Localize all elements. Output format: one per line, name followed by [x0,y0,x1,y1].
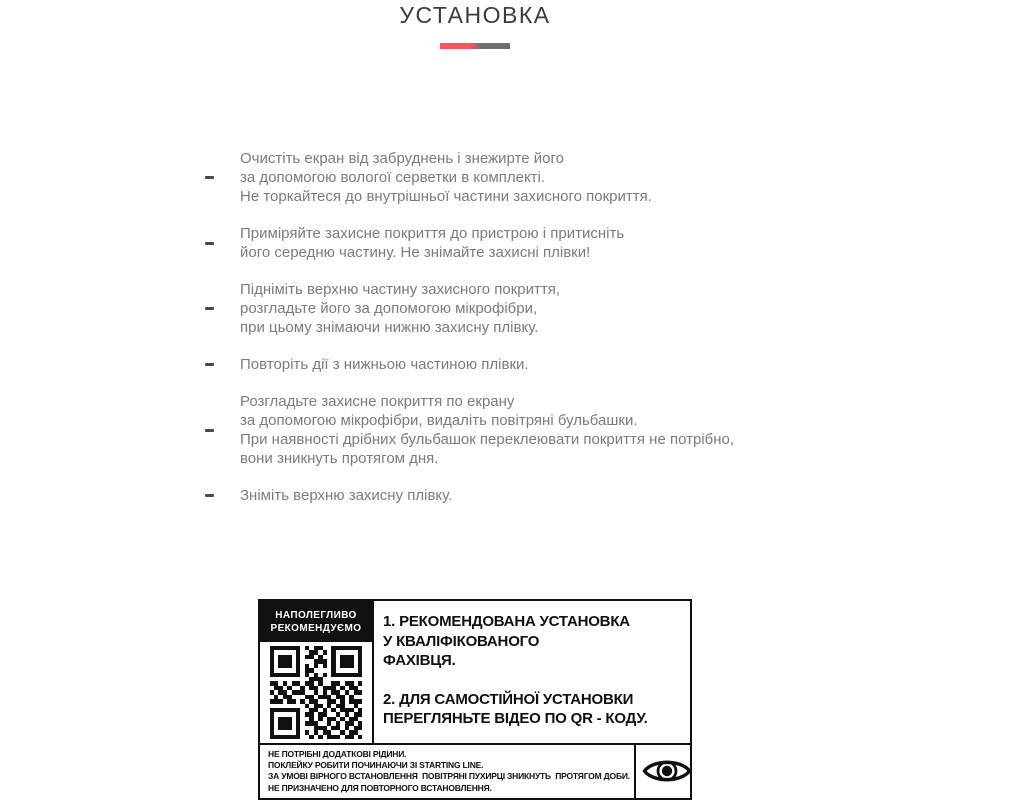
title-divider [440,43,510,49]
instruction-text: Повторіть дії з нижньою частиною плівки. [240,356,529,373]
strongly-recommend-badge [260,601,372,642]
recommendation-point: 1. РЕКОМЕНДОВАНА УСТАНОВКА У КВАЛІФІКОВАНОГО ФАХІВЦЯ. [383,613,630,669]
qr-column [260,601,374,743]
qr-code [270,646,363,739]
badge-line-2: РЕКОМЕНДУЄМО [270,623,362,634]
dash-bullet-icon [205,176,214,179]
instruction-item [205,355,950,374]
eye-icon [642,754,692,788]
eye-cell [634,745,698,798]
recommendation-point: 2. ДЛЯ САМОСТІЙНОЇ УСТАНОВКИ ПЕРЕГЛЯНЬТЕ ВІДЕО ПО QR - КОДУ. [383,690,648,727]
instruction-item [205,280,950,337]
recommendation-box-bottom [260,743,690,798]
dash-bullet-icon [205,363,214,366]
instruction-item [205,392,950,468]
instruction-text: Розгладьте захисне покриття по екрану за допомогою мікрофібри, видаліть повітряні бульбашки. При наявності дрібних бульбашок переклеювати покриття не потрібно, вони зникнуть протягом дня. [240,393,735,467]
instruction-text: Підніміть верхню частину захисного покриття, розгладьте його за допомогою мікрофібри, при цьому знімаючи нижню захисну плівку. [240,281,561,336]
instruction-item [205,486,950,505]
recommendation-box-top [260,601,690,743]
recommendation-points [374,601,690,743]
instruction-list [205,149,950,505]
badge-line-1: НАПОЛЕГЛИВО [275,610,357,621]
dash-bullet-icon [205,429,214,432]
section-title: УСТАНОВКА [399,2,551,28]
instruction-text: Зніміть верхню захисну плівку. [240,487,453,504]
instruction-item [205,149,950,206]
qr-wrapper [260,642,372,743]
instruction-text: Очистіть екран від забруднень і знежирте його за допомогою вологої серветки в комплекті. Не торкайтеся до внутрішньої частини захисного покриття. [240,150,652,205]
instruction-item [205,224,950,262]
dash-bullet-icon [205,494,214,497]
footnotes: НЕ ПОТРІБНІ ДОДАТКОВІ РІДИНИ. ПОКЛЕЙКУ РОБИТИ ПОЧИНАЮЧИ ЗІ STARTING LINE. ЗА УМОВІ ВІРНОГО ВСТАНОВЛЕННЯ ПОВІТРЯНІ ПУХИРЦІ ЗНИКНУТЬ ПРОТЯГОМ ДОБИ. НЕ ПРИЗНАЧЕНО ДЛЯ ПОВТОРНОГО ВСТАНОВЛЕННЯ. [268,749,630,793]
recommendation-box [258,599,692,800]
dash-bullet-icon [205,242,214,245]
instruction-text: Приміряйте захисне покриття до пристрою і притисніть його середню частину. Не знімайте захисні плівки! [240,225,625,261]
dash-bullet-icon [205,307,214,310]
